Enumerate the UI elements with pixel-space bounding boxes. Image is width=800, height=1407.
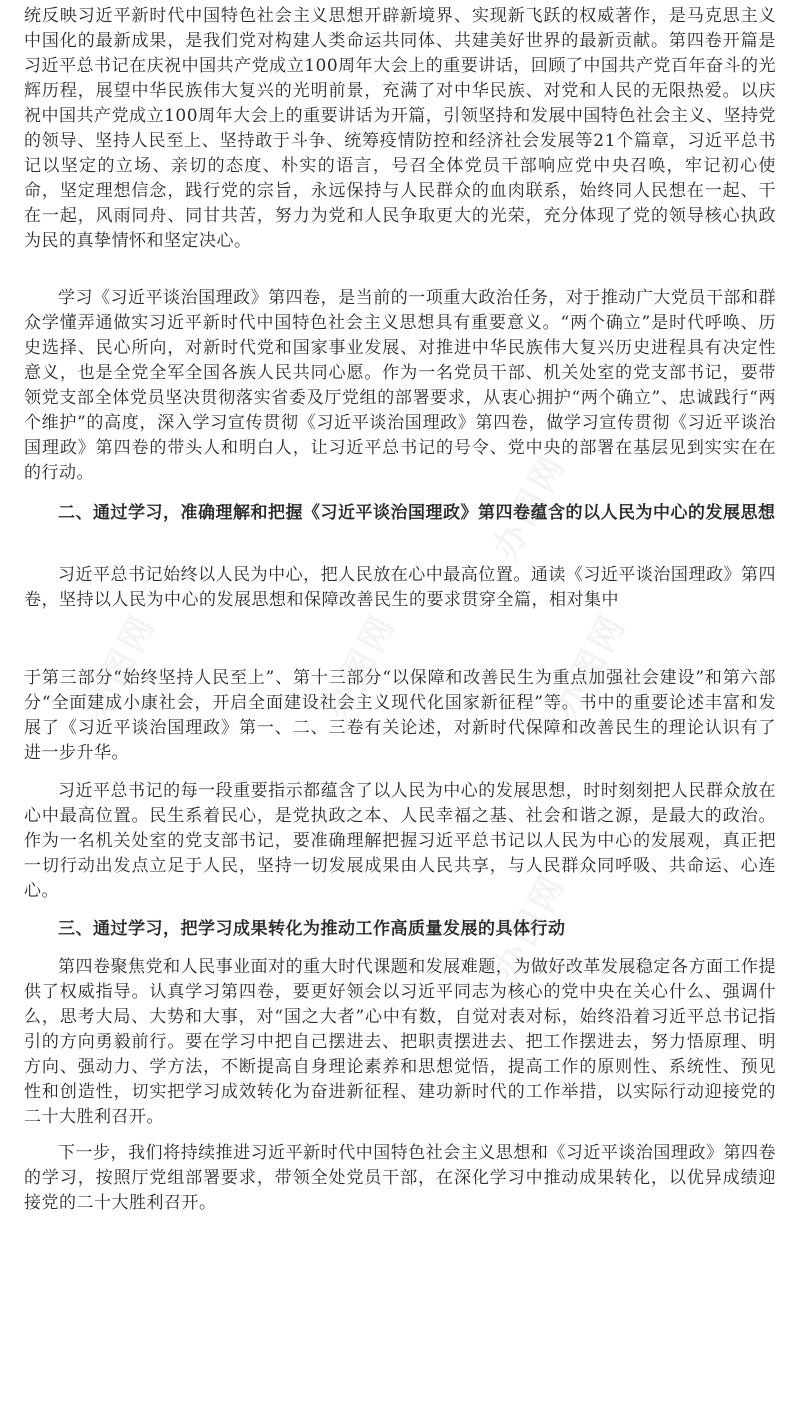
section-heading-2 [24, 501, 776, 526]
paragraph-text: 习近平总书记始终以人民为中心，把人民放在心中最高位置。通读《习近平谈治国理政》第四卷，坚持以人民为中心的发展思想和保障改善民生的要求贯穿全篇，相对集中 [24, 565, 776, 610]
watermark-5: 办图网 [485, 866, 575, 986]
paragraph-people-a [24, 563, 776, 613]
paragraph-text: 学习《习近平谈治国理政》第四卷，是当前的一项重大政治任务，对于推动广大党员干部和群众学懂弄通做实习近平新时代中国特色社会主义思想具有重要意义。“两个确立”是时代呼唤、历史选择、民心所向，对新时代党和国家事业发展、对推进中华民族伟大复兴历史进程具有决定性意义，也是全党全军全国各族人民共同心愿。作为一名党员干部、机关处室的党支部书记，要带领党支部全体党员坚决贯彻落实省委及厅党组的部署要求，从衷心拥护“两个确立”、忠诚践行“两个维护”的高度，深入学习宣传贯彻《习近平谈治国理政》第四卷，做学习宣传贯彻《习近平谈治国理政》第四卷的带头人和明白人，让习近平总书记的号令、党中央的部署在基层见到实实在在的行动。 [24, 288, 776, 483]
heading-text: 二、通过学习，准确理解和把握《习近平谈治国理政》第四卷蕴含的以人民为中心的发展思想 [58, 503, 776, 523]
paragraph-text: 于第三部分“始终坚持人民至上”、第十三部分“以保障和改善民生为重点加强社会建设”和第六部分“全面建成小康社会，开启全面建设社会主义现代化国家新征程”等。书中的重要论述丰富和发展了《习近平谈治国理政》第一、二、三卷有关论述，对新时代保障和改善民生的理论认识有了进一步升华。 [24, 668, 776, 763]
heading-text: 三、通过学习，把学习成果转化为推动工作高质量发展的具体行动 [58, 919, 566, 939]
paragraph-study [24, 286, 776, 486]
paragraph-text: 统反映习近平新时代中国特色社会主义思想开辟新境界、实现新飞跃的权威著作，是马克思主义中国化的最新成果，是我们党对构建人类命运共同体、共建美好世界的最新贡献。第四卷开篇是习近平总书记在庆祝中国共产党成立100周年大会上的重要讲话，回顾了中国共产党百年奋斗的光辉历程，展望中华民族伟大复兴的光明前景，充满了对中华民族、对党和人民的无限热爱。以庆祝中国共产党成立100周年大会上的重要讲话为开篇，引领坚持和发展中国特色社会主义、坚持党的领导、坚持人民至上、坚持敢于斗争、统筹疫情防控和经济社会发展等21个篇章，习近平总书记以坚定的立场、亲切的态度、朴实的语言，号召全体党员干部响应党中央召唤，牢记初心使命，坚定理想信念，践行党的宗旨，永远保持与人民群众的血肉联系，始终同人民想在一起、干在一起，风雨同舟、同甘共苦，努力为党和人民争取更大的光荣，充分体现了党的领导核心执政为民的真挚情怀和坚定决心。 [24, 6, 776, 251]
paragraph-people-c [24, 779, 776, 904]
watermark-4: 办图网 [545, 606, 635, 726]
watermark-3: 办图网 [315, 606, 405, 726]
paragraph-intro-tail [24, 4, 776, 254]
watermark-1: 办图网 [485, 446, 575, 566]
section-heading-3 [24, 917, 776, 942]
paragraph-people-b [24, 666, 776, 766]
paragraph-text: 第四卷聚焦党和人民事业面对的重大时代课题和发展难题，为做好改革发展稳定各方面工作提供了权威指导。认真学习第四卷，要更好领会以习近平同志为核心的党中央在关心什么、强调什么，思考大局、大势和大事，对“国之大者”心中有数，自觉对表对标，始终沿着习近平总书记指引的方向勇毅前行。要在学习中把自己摆进去、把职责摆进去、把工作摆进去，努力悟原理、明方向、强动力、学方法，不断提高自身理论素养和思想觉悟，提高工作的原则性、系统性、预见性和创造性，切实把学习成效转化为奋进新征程、建功新时代的工作举措，以实际行动迎接党的二十大胜利召开。 [24, 957, 776, 1127]
paragraph-next [24, 1141, 776, 1216]
paragraph-action [24, 955, 776, 1130]
watermark-2: 办图网 [75, 606, 165, 726]
paragraph-text: 下一步，我们将持续推进习近平新时代中国特色社会主义思想和《习近平谈治国理政》第四卷的学习，按照厅党组部署要求，带领全处党员干部，在深化学习中推动成果转化，以优异成绩迎接党的二十大胜利召开。 [24, 1143, 776, 1213]
paragraph-text: 习近平总书记的每一段重要指示都蕴含了以人民为中心的发展思想，时时刻刻把人民群众放在心中最高位置。民生系着民心，是党执政之本、人民幸福之基、社会和谐之源，是最大的政治。作为一名机关处室的党支部书记，要准确理解把握习近平总书记以人民为中心的发展观，真正把一切行动出发点立足于人民，坚持一切发展成果由人民共享，与人民群众同呼吸、共命运、心连心。 [24, 781, 776, 901]
